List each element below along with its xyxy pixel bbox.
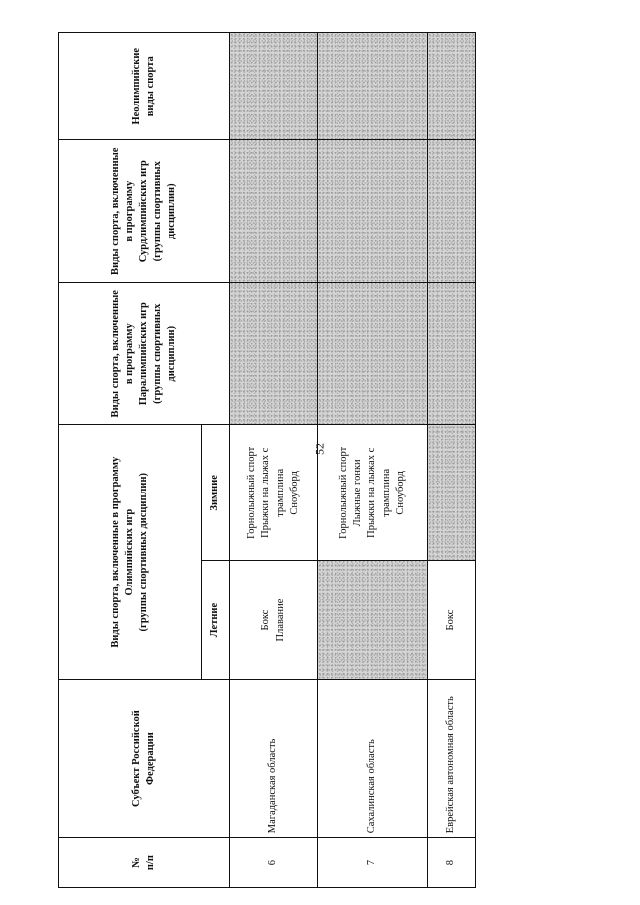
row-num: 8 [428,838,476,888]
table-row [318,33,428,888]
row-subject: Магаданская область [230,679,318,837]
row-subject: Еврейская автономная область [428,679,476,837]
row-deaflympic [318,140,428,283]
header-paralympic: Виды спорта, включенные в программу Паралимпийских игр (группы спортивных дисциплин) [59,282,230,425]
row-deaflympic [230,140,318,283]
header-non-olympic: Неолимпийские виды спорта [59,33,230,140]
row-deaflympic [428,140,476,283]
row-non-olympic [230,33,318,140]
row-num: 7 [318,838,428,888]
row-num: 6 [230,838,318,888]
header-deaflympic: Виды спорта, включенные в программу Сурдлимпийских игр (группы спортивных дисциплин) [59,140,230,283]
document-page [58,32,460,888]
row-paralympic [230,282,318,425]
header-winter: Зимние [202,425,230,561]
row-subject: Сахалинская область [318,679,428,837]
header-num: № п/п [59,838,230,888]
sports-table [58,32,476,888]
row-paralympic [318,282,428,425]
table-row [428,33,476,888]
row-summer [318,561,428,680]
row-winter: Горнолыжный спорт Прыжки на лыжах с трамплина Сноуборд [230,425,318,561]
row-winter [428,425,476,561]
row-summer: Бокс [428,561,476,680]
row-summer: Бокс Плавание [230,561,318,680]
header-summer: Летние [202,561,230,680]
table-row [230,33,318,888]
row-non-olympic [428,33,476,140]
row-winter: Горнолыжный спорт Лыжные гонки Прыжки на лыжах с трамплина Сноуборд [318,425,428,561]
header-olympic: Виды спорта, включенные в программу Олимпийских игр (группы спортивных дисциплин) [59,425,202,679]
page-number: 52 [312,443,327,455]
header-subject: Субъект Российской Федерации [59,679,230,837]
row-non-olympic [318,33,428,140]
row-paralympic [428,282,476,425]
